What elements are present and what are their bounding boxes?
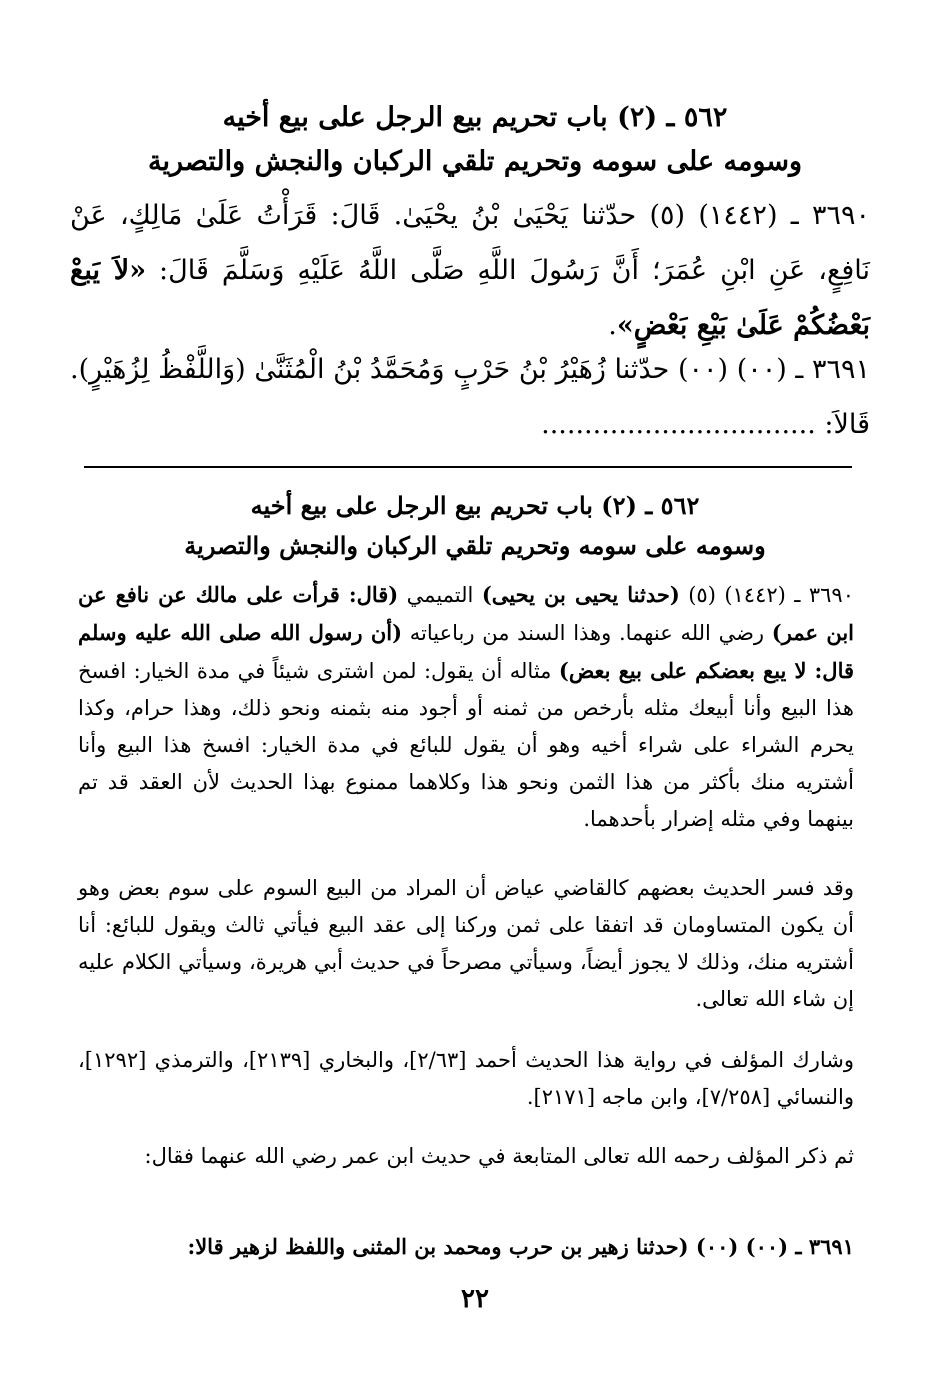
commentary-title-line1: ٥٦٢ ـ (٢) باب تحريم بيع الرجل على بيع أخيه (250, 491, 700, 520)
hadith-3691-text: ٣٦٩١ ـ (٠٠) (٠٠) حدّثنا زُهَيْرُ بْنُ حَرْبٍ وَمُحَمَّدُ بْنُ الْمُثَنَّىٰ (وَاللَّفْظُ لِزُهَيْرٍ). قَالاَ: ................................ (70, 354, 871, 440)
chapter-heading-commentary (80, 486, 870, 566)
commentary-note: التميمي (406, 583, 474, 607)
hadith-3690-text (70, 188, 870, 353)
chapter-heading-top (80, 96, 870, 184)
hadith-3690-end: . (608, 310, 617, 341)
commentary-note-2: رضي الله عنهما. وهذا السند من رباعياته (409, 621, 765, 645)
commentary-explanation: مثاله أن يقول: لمن اشترى شيئاً في مدة الخيار: افسخ هذا البيع وأنا أبيعك مثله بأرخص من ثمنه أو أجود منه بثمنه ونحو ذلك، وهذا حرام، وكذا يحرم الشراء على شراء أخيه وهو أن يقول للبائع في مدة الخيار: افسخ هذا البيع وأنا أشتريه منك بأكثر من هذا الثمن ونحو هذا وكلاهما ممنوع بهذا الحديث لأن العقد قد تم بينهما وفي مثله إضرار بأحدهما. (78, 659, 854, 831)
quoted-isnad-2: (قال: قرأت على مالك عن نافع عن ابن عمر) (78, 582, 855, 645)
commentary-title-line2: وسومه على سومه وتحريم تلقي الركبان والنجش والتصرية (184, 531, 766, 560)
hadith-number: ٣٦٩٠ ـ (١٤٤٢) (٥) (688, 583, 854, 607)
commentary-paragraph-2: وقد فسر الحديث بعضهم كالقاضي عياض أن المراد من البيع السوم على سوم بعض وهو أن يكون المتساومان قد اتفقا على ثمن وركنا إلى عقد البيع فيأتي ثالث ويقول للبائع: أنا أشتريه منك، وذلك لا يجوز أيضاً، وسيأتي مصرحاً في حديث أبي هريرة، وسيأتي الكلام عليه إن شاء الله تعالى. (78, 876, 854, 1011)
hadith-3690-isnad: ٣٦٩٠ ـ (١٤٤٢) (٥) حدّثنا يَحْيَىٰ بْنُ يحْيَىٰ. قَالَ: قَرَأْتُ عَلَىٰ مَالِكٍ، عَنْ نَافِعٍ، عَنِ ابْنِ عُمَرَ؛ أَنَّ رَسُولَ اللَّهِ صَلَّى اللَّهُ عَلَيْهِ وَسَلَّمَ قَالَ: (70, 200, 871, 286)
hadith-3690-matn: «لاَ يَبعْ بَعْضُكُمْ عَلَىٰ بَيْعِ بَعْضٍ» (70, 255, 870, 341)
commentary-paragraph-1 (78, 576, 854, 838)
chapter-title-line1: ٥٦٢ ـ (٢) باب تحريم بيع الرجل على بيع أخيه (222, 102, 728, 133)
commentary-paragraph-4: ثم ذكر المؤلف رحمه الله تعالى المتابعة في حديث ابن عمر رضي الله عنهما فقال: (144, 1144, 854, 1168)
section-divider (84, 466, 852, 468)
commentary-paragraph-3: وشارك المؤلف في رواية هذا الحديث أحمد [٢/٦٣]، والبخاري [٢١٣٩]، والترمذي [١٢٩٢]، والنسائي [٧/٢٥٨]، وابن ماجه [٢١٧١]. (78, 1048, 854, 1109)
commentary-paragraph-5: ٣٦٩١ ـ (٠٠) (٠٠) (حدثنا زهير بن حرب ومحمد بن المثنى واللفظ لزهير قالا: (187, 1234, 854, 1259)
quoted-matn: (أن رسول الله صلى الله عليه وسلم قال: لا يبع بعضكم على بيع بعض) (78, 620, 855, 683)
chapter-title-line2: وسومه على سومه وتحريم تلقي الركبان والنجش والتصرية (147, 146, 803, 177)
quoted-isnad: (حدثنا يحيى بن يحيى) (481, 582, 680, 607)
page-number: ٢٢ (461, 1284, 489, 1314)
